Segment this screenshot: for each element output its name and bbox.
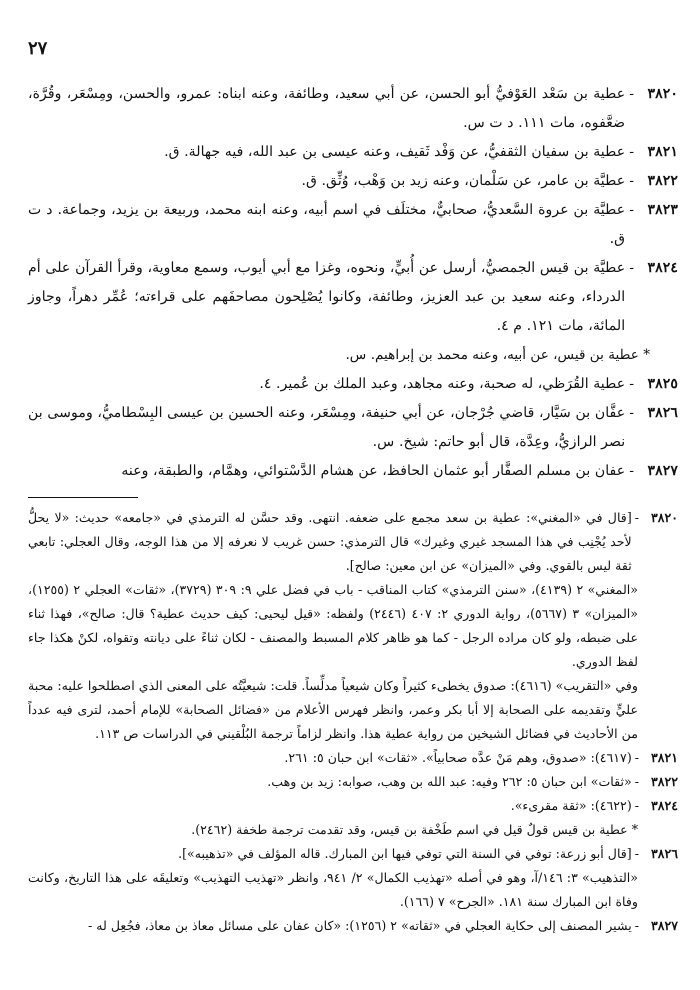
note-3826: ٣٨٢٦ - [قال أبو زرعة: توفي في السنة التي توفي فيها ابن المبارك. قاله المؤلف في «تذهيبه»]. [28, 842, 678, 866]
entry-3821: ٣٨٢١ - عطية بن سفيان الثقفيُّ، عن وَفْد ثَقيف، وعنه عيسى بن عبد الله، فيه جهالة. ق. [28, 138, 678, 167]
entry-3822: ٣٨٢٢ - عطيَّة بن عامر، عن سَلْمان، وعنه زيد بن وَهْب، وُثِّق. ق. [28, 167, 678, 196]
note-number: ٣٨٢٦ [650, 846, 678, 861]
entry-text: عطيَّة بن عروة السَّعديُّ، صحابيٌّ، مختلَف في اسم أبيه، وعنه ابنه محمد، وربيعة بن يزيد، وجماعة. د ت ق. [28, 202, 626, 247]
entry-3825: ٣٨٢٥ - عطية القُرَظي، له صحبة، وعنه مجاهد، وعبد الملك بن عُمير. ٤. [28, 370, 678, 399]
entry-number: ٣٨٢٦ [647, 405, 678, 421]
note-text: «ثقات» ابن حبان ٥: ٢٦٢ وفيه: عبد الله بن وهب، صوابه: زيد بن وهب. [267, 774, 632, 789]
note-text: (٤٦٢٢): «ثقة مقرىء». [510, 798, 632, 813]
entry-number: ٣٨٢٣ [647, 202, 678, 218]
entry-3820: ٣٨٢٠ - عطية بن سَعْد العَوْفيُّ أبو الحسن، عن أبي سعيد، وطائفة، وعنه ابناه: عمرو، والحسن، ومِسْعَر، وقُرَّة، ضعَّفوه، مات ١١١. د ت س. [28, 80, 678, 138]
note-number: ٣٨٢١ [650, 750, 678, 765]
note-number: ٣٨٢٢ [650, 774, 678, 789]
entry-number: ٣٨٢٧ [647, 463, 678, 479]
entry-text: عطية بن سَعْد العَوْفيُّ أبو الحسن، عن أبي سعيد، وطائفة، وعنه ابناه: عمرو، والحسن، ومِسْعَر، وقُرَّة، ضعَّفوه، مات ١١١. د ت س. [28, 86, 626, 131]
note-text: [قال أبو زرعة: توفي في السنة التي توفي فيها ابن المبارك. قاله المؤلف في «تذهيبه»]. [178, 846, 632, 861]
entry-number: ٣٨٢٤ [647, 260, 678, 276]
note-star: * عطية بن قيس قولٌ قيل في اسم طَخْفة بن قيس، وقد تقدمت ترجمة طخفة (٢٤٦٢). [191, 822, 638, 837]
entry-text: عفان بن مسلم الصفَّار أبو عثمان الحافظ، عن هشام الدَّسْتوائي، وهمَّام، والطبقة، وعنه [121, 463, 626, 479]
entry-number: ٣٨٢٠ [647, 86, 678, 102]
main-text [28, 80, 678, 486]
entry-3827: ٣٨٢٧ - عفان بن مسلم الصفَّار أبو عثمان الحافظ، عن هشام الدَّسْتوائي، وهمَّام، والطبقة، وعنه [28, 457, 678, 486]
entry-3823: ٣٨٢٣ - عطيَّة بن عروة السَّعديُّ، صحابيٌّ، مختلَف في اسم أبيه، وعنه ابنه محمد، وربيعة بن يزيد، وجماعة. د ت ق. [28, 196, 678, 254]
note-text: يشير المصنف إلى حكاية العجلي في «ثقاته» ٢ (١٢٥٦): «كان عفان على مسائل معاذ بن معاذ، فجُعِل له - [88, 918, 632, 933]
note-3820: ٣٨٢٠ - [قال في «المغني»: عطية بن سعد مجمع على ضعفه. انتهى. وقد حسَّن له الترمذي في «جامعه» حديث: «لا يحلُّ لأحد يُجْنِب في هذا المسجد غيري وغيرك» قال الترمذي: حسن غريب لا نعرفه إلا من هذا الوجه، وقال العجلي: تابعي ثقة ليس بالقوي. وفي «الميزان» عن ابن معين: صالح]. [28, 506, 678, 578]
entry-text: عطية القُرَظي، له صحبة، وعنه مجاهد، وعبد الملك بن عُمير. ٤. [259, 376, 626, 392]
note-number: ٣٨٢٧ [650, 918, 678, 933]
entry-text: عطية بن سفيان الثقفيُّ، عن وَفْد ثَقيف، وعنه عيسى بن عبد الله، فيه جهالة. ق. [164, 144, 626, 160]
entry-text: عطيَّة بن عامر، عن سَلْمان، وعنه زيد بن وَهْب، وُثِّق. ق. [301, 173, 626, 189]
entry-number: ٣٨٢٢ [647, 173, 678, 189]
note-number: ٣٨٢٠ [650, 510, 678, 525]
entry-number: ٣٨٢٥ [647, 376, 678, 392]
note-number: ٣٨٢٤ [650, 798, 678, 813]
page-number: ٢٧ [28, 38, 48, 59]
entry-text: عفَّان بن سَيَّار، قاضي جُرْجان، عن أبي حنيفة، ومِسْعَر، وعنه الحسين بن عيسى البِسْطاميُّ، وموسى بن نصر الرازيُّ، وعِدَّة، قال أبو حاتم: شيخ. س. [28, 405, 626, 450]
footnote-divider [28, 497, 138, 498]
note-text: وفي «التقريب» (٤٦١٦): صدوق يخطىء كثيراً وكان شيعياً مدلِّساً. قلت: شيعيَّتُه على المعنى الذي اصطلحوا عليه: محبة عليٍّ وتقديمه على الصحابة إلا أبا بكر وعمر، وانظر فهرس الأعلام من «فضائل الصحابة» للإمام أحمد، لترى فيه عدداً من الأحاديث في فضائل الشيخين من رواية عطية هذا. وانظر لزاماً ترجمة البُلْقيني في الدراسات ص ١١٣. [28, 678, 638, 741]
note-text: «المغني» ٢ (٤١٣٩)، «سنن الترمذي» كتاب المناقب - باب في فضل علي ٩: ٣٠٩ (٣٧٢٩)، «ثقات» العجلي ٢ (١٢٥٥)، «الميزان» ٣ (٥٦٦٧)، رواية الدوري ٢: ٤٠٧ (٢٤٤٦) ولفظه: «قيل ليحيى: كيف حديث عطية؟ قال: صالح»، فهذا ثناء على ضبطه، ولو كان مراده الرجل - كما هو ظاهر كلام المسبط والمصنف - لكان ثناءً على ديانته وتقواه، لكنْ هكذا جاء لفظ الدوري. [28, 582, 639, 669]
note-text: (٤٦١٧): «صدوق، وهم مَنْ عدَّه صحابياً». «ثقات» ابن حبان ٥: ٢٦١. [284, 750, 632, 765]
entry-3826: ٣٨٢٦ - عفَّان بن سَيَّار، قاضي جُرْجان، عن أبي حنيفة، ومِسْعَر، وعنه الحسين بن عيسى البِسْطاميُّ، وموسى بن نصر الرازيُّ، وعِدَّة، قال أبو حاتم: شيخ. س. [28, 399, 678, 457]
note-3824: ٣٨٢٤ - (٤٦٢٢): «ثقة مقرىء». [28, 794, 678, 818]
footnotes [28, 506, 678, 938]
note-3827: ٣٨٢٧ - يشير المصنف إلى حكاية العجلي في «ثقاته» ٢ (١٢٥٦): «كان عفان على مسائل معاذ بن معاذ، فجُعِل له - [28, 914, 678, 938]
entry-text: عطيَّة بن قيس الجمصيُّ، أرسل عن أُبيٍّ، ونحوه، وغزا مع أبي أيوب، وسمع معاوية، وقرأ القرآن على أم الدرداء، وعنه سعيد بن عبد العزيز، وطائفة، وكانوا يُصْلِحون مصاحفَهم على قراءته؛ عُمِّر دهراً، وجاوز المائة، مات ١٢١. م ٤. [28, 260, 626, 334]
sub-entry: * عطية بن قيس، عن أبيه، وعنه محمد بن إبراهيم. س. [345, 347, 650, 363]
entry-number: ٣٨٢١ [647, 144, 678, 160]
entry-3824: ٣٨٢٤ - عطيَّة بن قيس الجمصيُّ، أرسل عن أُبيٍّ، ونحوه، وغزا مع أبي أيوب، وسمع معاوية، وقرأ القرآن على أم الدرداء، وعنه سعيد بن عبد العزيز، وطائفة، وكانوا يُصْلِحون مصاحفَهم على قراءته؛ عُمِّر دهراً، وجاوز المائة، مات ١٢١. م ٤. [28, 254, 678, 341]
note-3821: ٣٨٢١ - (٤٦١٧): «صدوق، وهم مَنْ عدَّه صحابياً». «ثقات» ابن حبان ٥: ٢٦١. [28, 746, 678, 770]
note-3822: ٣٨٢٢ - «ثقات» ابن حبان ٥: ٢٦٢ وفيه: عبد الله بن وهب، صوابه: زيد بن وهب. [28, 770, 678, 794]
note-text: [قال في «المغني»: عطية بن سعد مجمع على ضعفه. انتهى. وقد حسَّن له الترمذي في «جامعه» حديث: «لا يحلُّ لأحد يُجْنِب في هذا المسجد غيري وغيرك» قال الترمذي: حسن غريب لا نعرفه إلا من هذا الوجه، وقال العجلي: تابعي ثقة ليس بالقوي. وفي «الميزان» عن ابن معين: صالح]. [28, 510, 632, 573]
note-text: «التذهيب» ٣: ١٤٦/آ، وهو في أصله «تهذيب الكمال» ٢/ ٩٤١، وانظر «تهذيب التهذيب» وتعليقَه على هذا التاريخ، وكانت وفاة ابن المبارك سنة ١٨١. «الجرح» ٧ (١٦٦). [28, 870, 639, 909]
